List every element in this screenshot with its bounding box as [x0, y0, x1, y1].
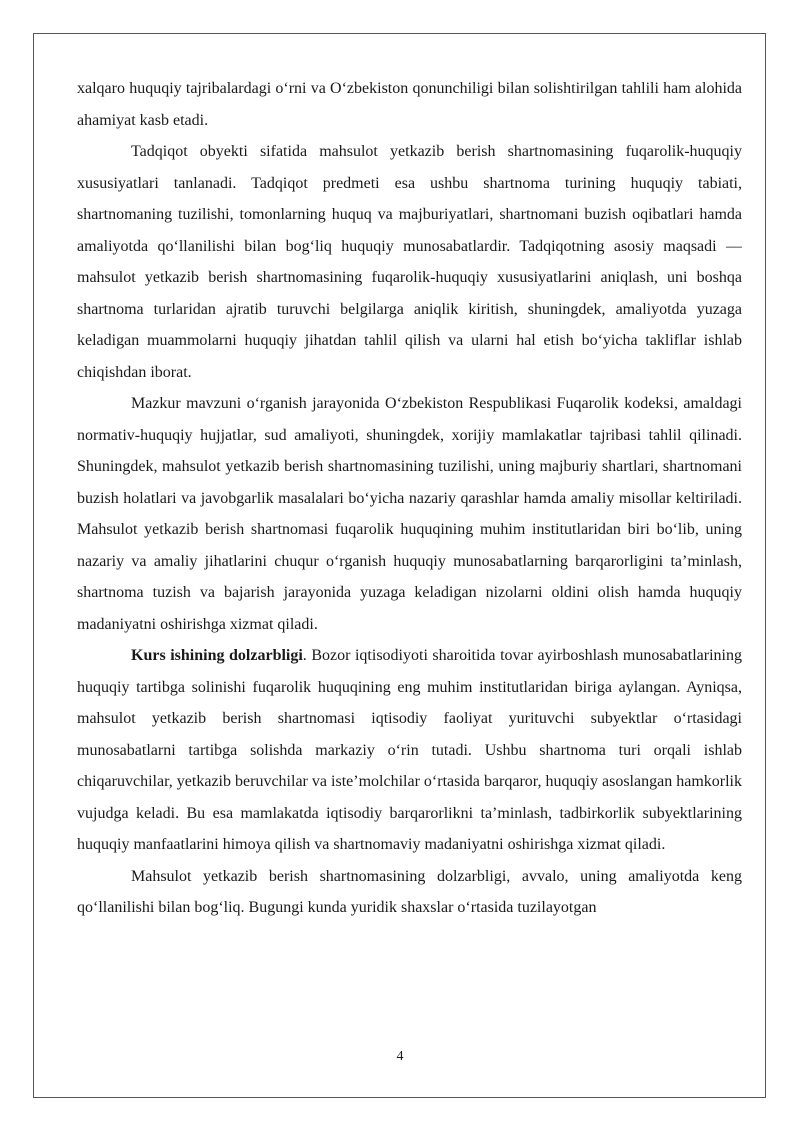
- paragraph-research-object: Tadqiqot obyekti sifatida mahsulot yetkazib berish shartnomasining fuqarolik-huquqiy xususiyatlari tanlanadi. Tadqiqot predmeti esa ushbu shartnoma turining huquqiy tabiati, shartnomaning tuzilishi, tomonlarning huquq va majburiyatlari, shartnomani buzish oqibatlari hamda amaliyotda qo‘llanilishi bilan bog‘liq huquqiy munosabatlardir. Tadqiqotning asosiy maqsadi — mahsulot yetkazib berish shartnomasining fuqarolik-huquqiy xususiyatlarini aniqlash, uni boshqa shartnoma turlaridan ajratib turuvchi belgilarga aniqlik kiritish, shuningdek, amaliyotda yuzaga keladigan muammolarni huquqiy jihatdan tahlil qilish va ularni hal etish bo‘yicha takliflar ishlab chiqishdan iborat.: [77, 143, 742, 381]
- relevance-text: . Bozor iqtisodiyoti sharoitida tovar ayirboshlash munosabatlarining huquqiy tartibga solinishi fuqarolik huquqining eng muhim institutlaridan biriga aylangan. Ayniqsa, mahsulot yetkazib berish shartnomasi iqtisodiy faoliyat yurituvchi subyektlar o‘rtasidagi munosabatlarni tartibga solishda markaziy o‘rin tutadi. Ushbu shartnoma turi orqali ishlab chiqaruvchilar, yetkazib beruvchilar va iste’molchilar o‘rtasida barqaror, huquqiy asoslangan hamkorlik vujudga keladi. Bu esa mamlakatda iqtisodiy barqarorlikni ta’minlash, tadbirkorlik subyektlarining huquqiy manfaatlarini himoya qilish va shartnomaviy madaniyatni oshirishga xizmat qiladi.: [77, 647, 742, 853]
- paragraph-relevance-continued: Mahsulot yetkazib berish shartnomasining dolzarbligi, avvalo, uning amaliyotda keng qo‘llanilishi bilan bog‘liq. Bugungi kunda yuridik shaxslar o‘rtasida tuzilayotgan: [77, 867, 742, 916]
- paragraph-continuation: xalqaro huquqiy tajribalardagi o‘rni va O‘zbekiston qonunchiligi bilan solishtirilgan tahlili ham alohida ahamiyat kasb etadi.: [77, 80, 742, 129]
- paragraph-relevance: [77, 640, 742, 861]
- document-body: [77, 73, 742, 924]
- relevance-heading: Kurs ishining dolzarbligi: [131, 647, 303, 664]
- paragraph-research-methods: Mazkur mavzuni o‘rganish jarayonida O‘zbekiston Respublikasi Fuqarolik kodeksi, amaldagi normativ-huquqiy hujjatlar, sud amaliyoti, shuningdek, xorijiy mamlakatlar tajribasi tahlil qilinadi. Shuningdek, mahsulot yetkazib berish shartnomasining tuzilishi, uning majburiy shartlari, shartnomani buzish holatlari va javobgarlik masalalari bo‘yicha nazariy qarashlar hamda amaliy misollar keltiriladi. Mahsulot yetkazib berish shartnomasi fuqarolik huquqining muhim institutlaridan biri bo‘lib, uning nazariy va amaliy jihatlarini chuqur o‘rganish huquqiy munosabatlarning barqarorligini ta’minlash, shartnoma tuzish va bajarish jarayonida yuzaga keladigan nizolarni oldini olish hamda huquqiy madaniyatni oshirishga xizmat qiladi.: [77, 395, 742, 633]
- page-number: 4: [396, 1049, 404, 1064]
